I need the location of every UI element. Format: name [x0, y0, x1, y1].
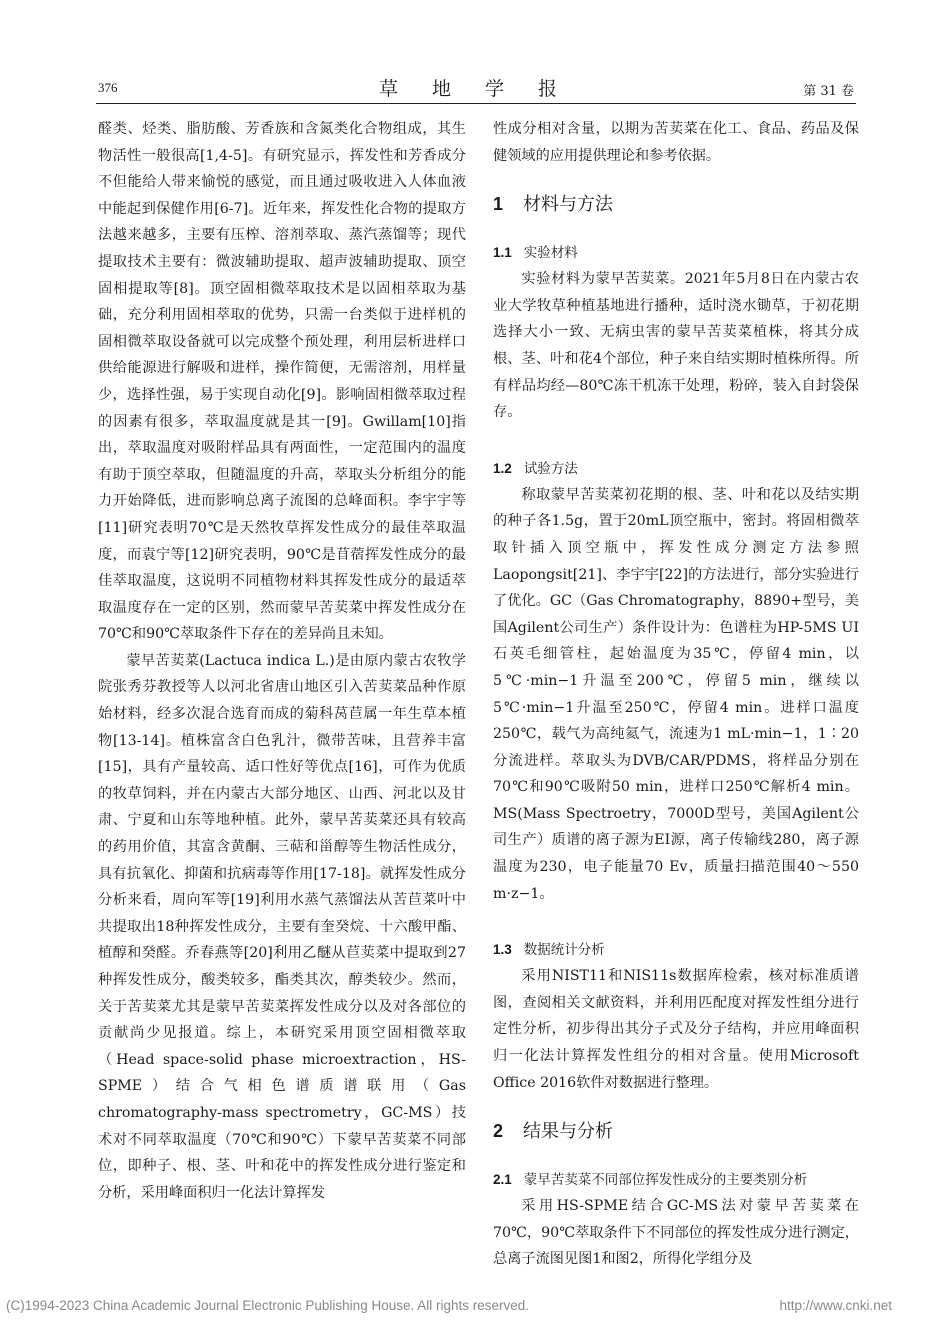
left-column [98, 116, 466, 1206]
subsection-number: 1.1 [493, 245, 512, 261]
intro-continuation: 性成分相对含量，以期为苦荬菜在化工、食品、药品及保健领域的应用提供理论和参考依据。 [493, 121, 859, 164]
subsection-title: 数据统计分析 [523, 942, 605, 959]
subsection-heading-1-1 [493, 240, 859, 266]
subsection-heading-2-1 [493, 1167, 859, 1193]
section-number: 1 [493, 194, 504, 215]
section-heading-results [493, 1116, 859, 1147]
page-number: 376 [98, 80, 118, 95]
subsection-title: 实验材料 [523, 245, 578, 262]
page-header [0, 0, 950, 110]
statistics-paragraph: 采用NIST11和NIS11s数据库检索，核对标准质谱图，查阅相关文献资料，并利用匹配度对挥发性组分进行定性分析，初步得出其分子式及分子结构，并应用峰面积归一化法计算挥发性组分的相对含量。使用Microsoft Office 2016软件对数据进行整理。 [493, 968, 859, 1091]
subsection-number: 1.3 [493, 942, 512, 958]
intro-paragraph-1: 醛类、烃类、脂肪酸、芳香族和含氮类化合物组成，其生物活性一般很高[1,4-5]。有研究显示，挥发性和芳香成分不但能给人带来愉悦的感觉，而且通过吸收进入人体血液中能起到保健作用[6-7]。近年来，挥发性化合物的提取方法越来越多，主要有压榨、溶剂萃取、蒸汽蒸馏等；现代提取技术主要有：微波辅助提取、超声波辅助提取、顶空固相提取等[8]。顶空固相微萃取技术是以固相萃取为基础，充分利用固相萃取的优势，只需一台类似于进样机的固相微萃取设备就可以完成整个预处理，利用层析进样口供给能源进行解吸和进样，操作简便，无需溶剂，用样量少，选择性强，易于实现自动化[9]。影响固相微萃取过程的因素有很多，萃取温度就是其一[9]。Gwillam[10]指出，萃取温度对吸附样品具有两面性，一定范围内的温度有助于顶空萃取，但随温度的升高，萃取头分析组分的能力开始降低，进而影响总离子流图的总峰面积。李宇宇等[11]研究表明70℃是天然牧草挥发性成分的最佳萃取温度，而袁宁等[12]研究表明，90℃是苜蓿挥发性成分的最佳萃取温度，这说明不同植物材料其挥发性成分的最适萃取温度存在一定的区别，然而蒙早苦荬菜中挥发性成分在70℃和90℃萃取条件下存在的差异尚且未知。 [98, 121, 466, 643]
volume-label: 第 31 卷 [803, 84, 854, 99]
methods-paragraph: 称取蒙早苦荬菜初花期的根、茎、叶和花以及结实期的种子各1.5g，置于20mL顶空瓶中，密封。将固相微萃取针插入顶空瓶中，挥发性成分测定方法参照Laopongsit[21]、李宇宇[22]的方法进行，部分实验进行了优化。GC（Gas Chromatography，8890+型号，美国Agilent公司生产）条件设计为：色谱柱为HP-5MS UI石英毛细管柱，起始温度为35℃，停留4 min，以5℃·min−1升温至200℃，停留5 min，继续以5℃·min−1升温至250℃，停留4 min。进样口温度250℃，载气为高纯氦气，流速为1 mL·min−1，1∶20分流进样。萃取头为DVB/CAR/PDMS，将样品分别在70℃和90℃吸附50 min，进样口250℃解析4 min。MS(Mass Spectroetry，7000D型号，美国Agilent公司生产）质谱的离子源为EI源，离子传输线280，离子源温度为230，电子能量70 Ev，质量扫描范围40～550 m·z−1。 [493, 486, 859, 902]
intro-paragraph-2: 蒙早苦荬菜(Lactuca indica L.)是由原内蒙古农牧学院张秀芬教授等人以河北省唐山地区引入苦荬菜品种作原始材料，经多次混合选育而成的菊科莴苣属一年生草本植物[13-14]。植株富含白色乳汁，微带苦味，且营养丰富[15]，具有产量较高、适口性好等优点[16]，可作为优质的牧草饲料，并在内蒙古大部分地区、山西、河北以及甘肃、宁夏和山东等地种植。此外，蒙早苦荬菜还具有较高的药用价值，其富含黄酮、三萜和甾醇等生物活性成分，具有抗氧化、抑菌和抗病毒等作用[17-18]。就挥发性成分分析来看，周向军等[19]利用水蒸气蒸馏法从苦苣菜叶中共提取出18种挥发性成分，主要有奎癸烷、十六酸甲酯、植醇和癸醛。乔春燕等[20]利用乙醚从苣荬菜中提取到27种挥发性成分，酸类较多，酯类其次，醇类较少。然而，关于苦荬菜尤其是蒙早苦荬菜挥发性成分以及对各部位的贡献尚少见报道。综上，本研究采用顶空固相微萃取（Head space-solid phase microextraction，HS-SPME）结合气相色谱质谱联用（Gas chromatography-mass spectrometry，GC-MS）技术对不同萃取温度（70℃和90℃）下蒙早苦荬菜不同部位，即种子、根、茎、叶和花中的挥发性成分进行鉴定和分析，采用峰面积归一化法计算挥发 [98, 652, 466, 1201]
subsection-title: 蒙早苦荬菜不同部位挥发性成分的主要类别分析 [523, 1172, 808, 1189]
section-title: 材料与方法 [523, 194, 614, 216]
subsection-title: 试验方法 [523, 460, 578, 477]
subsection-number: 2.1 [493, 1172, 512, 1188]
results-paragraph: 采用HS-SPME结合GC-MS法对蒙早苦荬菜在70℃，90℃萃取条件下不同部位的挥发性成分进行测定，总离子流图见图1和图2，所得化学组分及 [493, 1198, 859, 1268]
subsection-number: 1.2 [493, 460, 512, 476]
section-number: 2 [493, 1121, 504, 1142]
subsection-heading-1-2 [493, 456, 859, 482]
section-title: 结果与分析 [523, 1121, 614, 1143]
subsection-heading-1-3 [493, 937, 859, 963]
journal-title: 草 地 学 报 [378, 78, 572, 100]
right-column [493, 116, 859, 1273]
materials-paragraph: 实验材料为蒙早苦荬菜。2021年5月8日在内蒙古农业大学牧草种植基地进行播种，适时浇水锄草，于初花期选择大小一致、无病虫害的蒙早苦荬菜植株，将其分成根、茎、叶和花4个部位，种子来自结实期时植株所得。所有样品均经—80℃冻干机冻干处理，粉碎，装入自封袋保存。 [493, 271, 859, 421]
header-rule [96, 103, 856, 104]
page-footer [0, 1298, 950, 1318]
section-heading-materials [493, 189, 859, 220]
copyright-notice: (C)1994-2023 China Academic Journal Electronic Publishing House. All rights reserved. [6, 1298, 530, 1313]
website-link[interactable]: http://www.cnki.net [779, 1298, 892, 1313]
